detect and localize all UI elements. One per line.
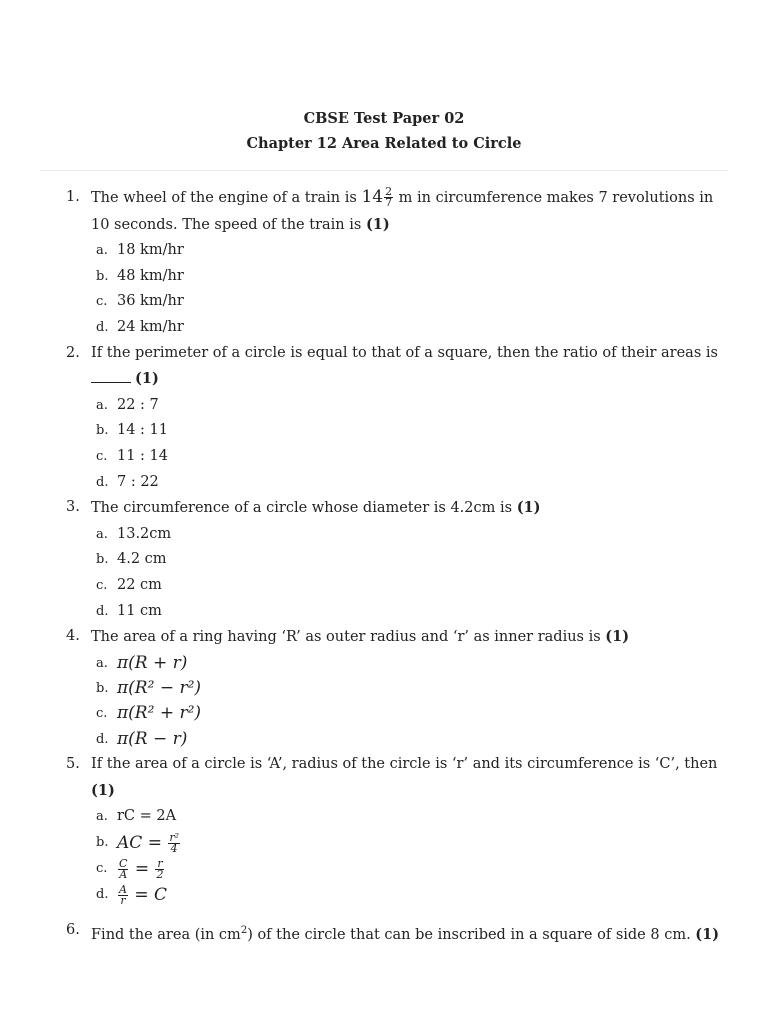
denominator: 7 xyxy=(385,196,393,209)
option-letter: a. xyxy=(96,397,108,413)
option-letter: d. xyxy=(96,603,109,619)
option-b xyxy=(96,676,726,701)
question-1 xyxy=(66,185,726,341)
math-rhs: = C xyxy=(134,885,168,906)
option-letter: a. xyxy=(96,809,108,825)
option-text: 14 : 11 xyxy=(117,422,169,439)
options xyxy=(96,393,726,495)
option-text: 48 km/hr xyxy=(117,267,184,284)
numerator: A xyxy=(119,883,127,897)
options xyxy=(96,522,726,624)
marks: (1) xyxy=(695,925,720,943)
option-text: 36 km/hr xyxy=(117,293,184,310)
question-text-part: The circumference of a circle whose diameter is 4.2cm is xyxy=(91,500,517,517)
question-number: 1. xyxy=(66,189,80,205)
option-text: rC = 2A xyxy=(117,808,177,825)
paper-title: CBSE Test Paper 02 xyxy=(303,110,465,127)
option-d xyxy=(96,315,726,341)
question-text-part: m in circumference makes 7 revolutions in 10 seconds. The speed of the train is xyxy=(91,190,714,233)
fraction xyxy=(118,859,128,880)
numerator: r xyxy=(157,857,163,871)
question-number: 4. xyxy=(66,628,80,645)
option-text: 11 : 14 xyxy=(117,447,169,464)
question-5 xyxy=(66,752,726,908)
option-letter: a. xyxy=(96,655,108,671)
option-math xyxy=(117,882,167,908)
option-a xyxy=(96,238,726,264)
question-number: 5. xyxy=(66,756,80,773)
fraction xyxy=(155,859,164,880)
math-lhs: AC = xyxy=(117,833,162,854)
question-number: 2. xyxy=(66,344,80,361)
option-letter: c. xyxy=(96,577,108,593)
option-letter: a. xyxy=(96,243,108,259)
option-letter: c. xyxy=(96,861,108,877)
denominator: 4 xyxy=(170,842,178,856)
denominator: r xyxy=(120,894,126,908)
option-letter: a. xyxy=(96,526,108,542)
chapter-title: Chapter 12 Area Related to Circle xyxy=(246,135,522,152)
option-letter: c. xyxy=(96,294,108,310)
numerator: 2 xyxy=(385,185,393,198)
option-letter: d. xyxy=(96,474,109,490)
numerator: r² xyxy=(169,831,180,845)
option-a xyxy=(96,651,726,676)
question-text xyxy=(91,918,721,948)
option-c xyxy=(96,573,726,599)
option-b xyxy=(96,547,726,573)
superscript: 2 xyxy=(240,925,248,937)
option-letter: d. xyxy=(96,319,109,335)
option-d xyxy=(96,470,726,496)
fraction xyxy=(384,187,393,208)
option-letter: b. xyxy=(96,423,109,439)
question-6 xyxy=(66,918,726,948)
option-a xyxy=(96,804,726,830)
option-letter: c. xyxy=(96,448,108,464)
mixed-whole: 14 xyxy=(361,187,384,207)
option-text: 22 : 7 xyxy=(117,396,159,413)
option-b xyxy=(96,264,726,290)
option-b xyxy=(96,418,726,444)
option-letter: b. xyxy=(96,268,109,284)
marks: (1) xyxy=(135,370,159,388)
option-math: π(R² − r²) xyxy=(117,678,202,699)
question-text xyxy=(91,624,721,651)
option-letter: d. xyxy=(96,887,109,903)
marks: (1) xyxy=(516,499,541,517)
question-number: 6. xyxy=(66,922,80,939)
answer-blank xyxy=(91,368,131,383)
question-text xyxy=(91,341,721,393)
option-text: 7 : 22 xyxy=(117,473,159,490)
option-math: π(R² + r²) xyxy=(117,703,202,724)
marks: (1) xyxy=(91,781,115,799)
option-d xyxy=(96,599,726,625)
option-d xyxy=(96,882,726,908)
option-math xyxy=(117,856,165,882)
header xyxy=(0,106,768,156)
question-3 xyxy=(66,495,726,624)
question-number: 3. xyxy=(66,499,80,516)
option-c xyxy=(96,701,726,726)
option-letter: b. xyxy=(96,552,109,568)
option-letter: c. xyxy=(96,706,108,722)
question-text-part: Find the area (in cm xyxy=(91,926,241,943)
question-text xyxy=(91,185,721,238)
options xyxy=(96,651,726,753)
option-math: π(R + r) xyxy=(117,652,188,673)
option-letter: b. xyxy=(96,681,109,697)
option-a xyxy=(96,393,726,419)
option-text: 11 cm xyxy=(117,602,162,619)
option-text: 18 km/hr xyxy=(117,242,184,259)
option-c xyxy=(96,444,726,470)
question-text-part: If the area of a circle is ‘A’, radius of the circle is ‘r’ and its circumference is ‘C’, then xyxy=(91,756,718,773)
marks: (1) xyxy=(605,628,630,646)
marks: (1) xyxy=(365,215,390,233)
numerator: C xyxy=(119,857,128,871)
option-c xyxy=(96,289,726,315)
option-text: 22 cm xyxy=(117,576,162,593)
question-text-part: If the perimeter of a circle is equal to that of a square, then the ratio of their areas is xyxy=(91,344,718,361)
fraction xyxy=(118,885,128,906)
option-a xyxy=(96,522,726,548)
question-text xyxy=(91,752,721,804)
option-math xyxy=(117,830,181,856)
question-4 xyxy=(66,624,726,752)
question-2 xyxy=(66,341,726,496)
option-letter: b. xyxy=(96,835,109,851)
spacer xyxy=(66,908,726,918)
option-math: π(R − r) xyxy=(117,728,188,749)
option-text: 13.2cm xyxy=(117,525,172,542)
equals-sign: = xyxy=(134,859,150,880)
mixed-number xyxy=(361,187,394,207)
option-text: 24 km/hr xyxy=(117,318,184,335)
option-b xyxy=(96,830,726,856)
option-c xyxy=(96,856,726,882)
question-text-part: The wheel of the engine of a train is xyxy=(91,190,362,206)
option-d xyxy=(96,727,726,752)
fraction xyxy=(168,833,180,854)
option-letter: d. xyxy=(96,731,109,747)
denominator: 2 xyxy=(156,868,164,882)
options xyxy=(96,238,726,340)
divider xyxy=(40,170,728,171)
option-text: 4.2 cm xyxy=(117,551,167,568)
question-text-part: ) of the circle that can be inscribed in a square of side 8 cm. xyxy=(247,926,696,943)
denominator: A xyxy=(119,868,128,882)
options xyxy=(96,804,726,908)
question-list xyxy=(66,185,726,948)
question-text-part: The area of a ring having ‘R’ as outer radius and ‘r’ as inner radius is xyxy=(91,629,606,646)
question-text xyxy=(91,495,721,522)
